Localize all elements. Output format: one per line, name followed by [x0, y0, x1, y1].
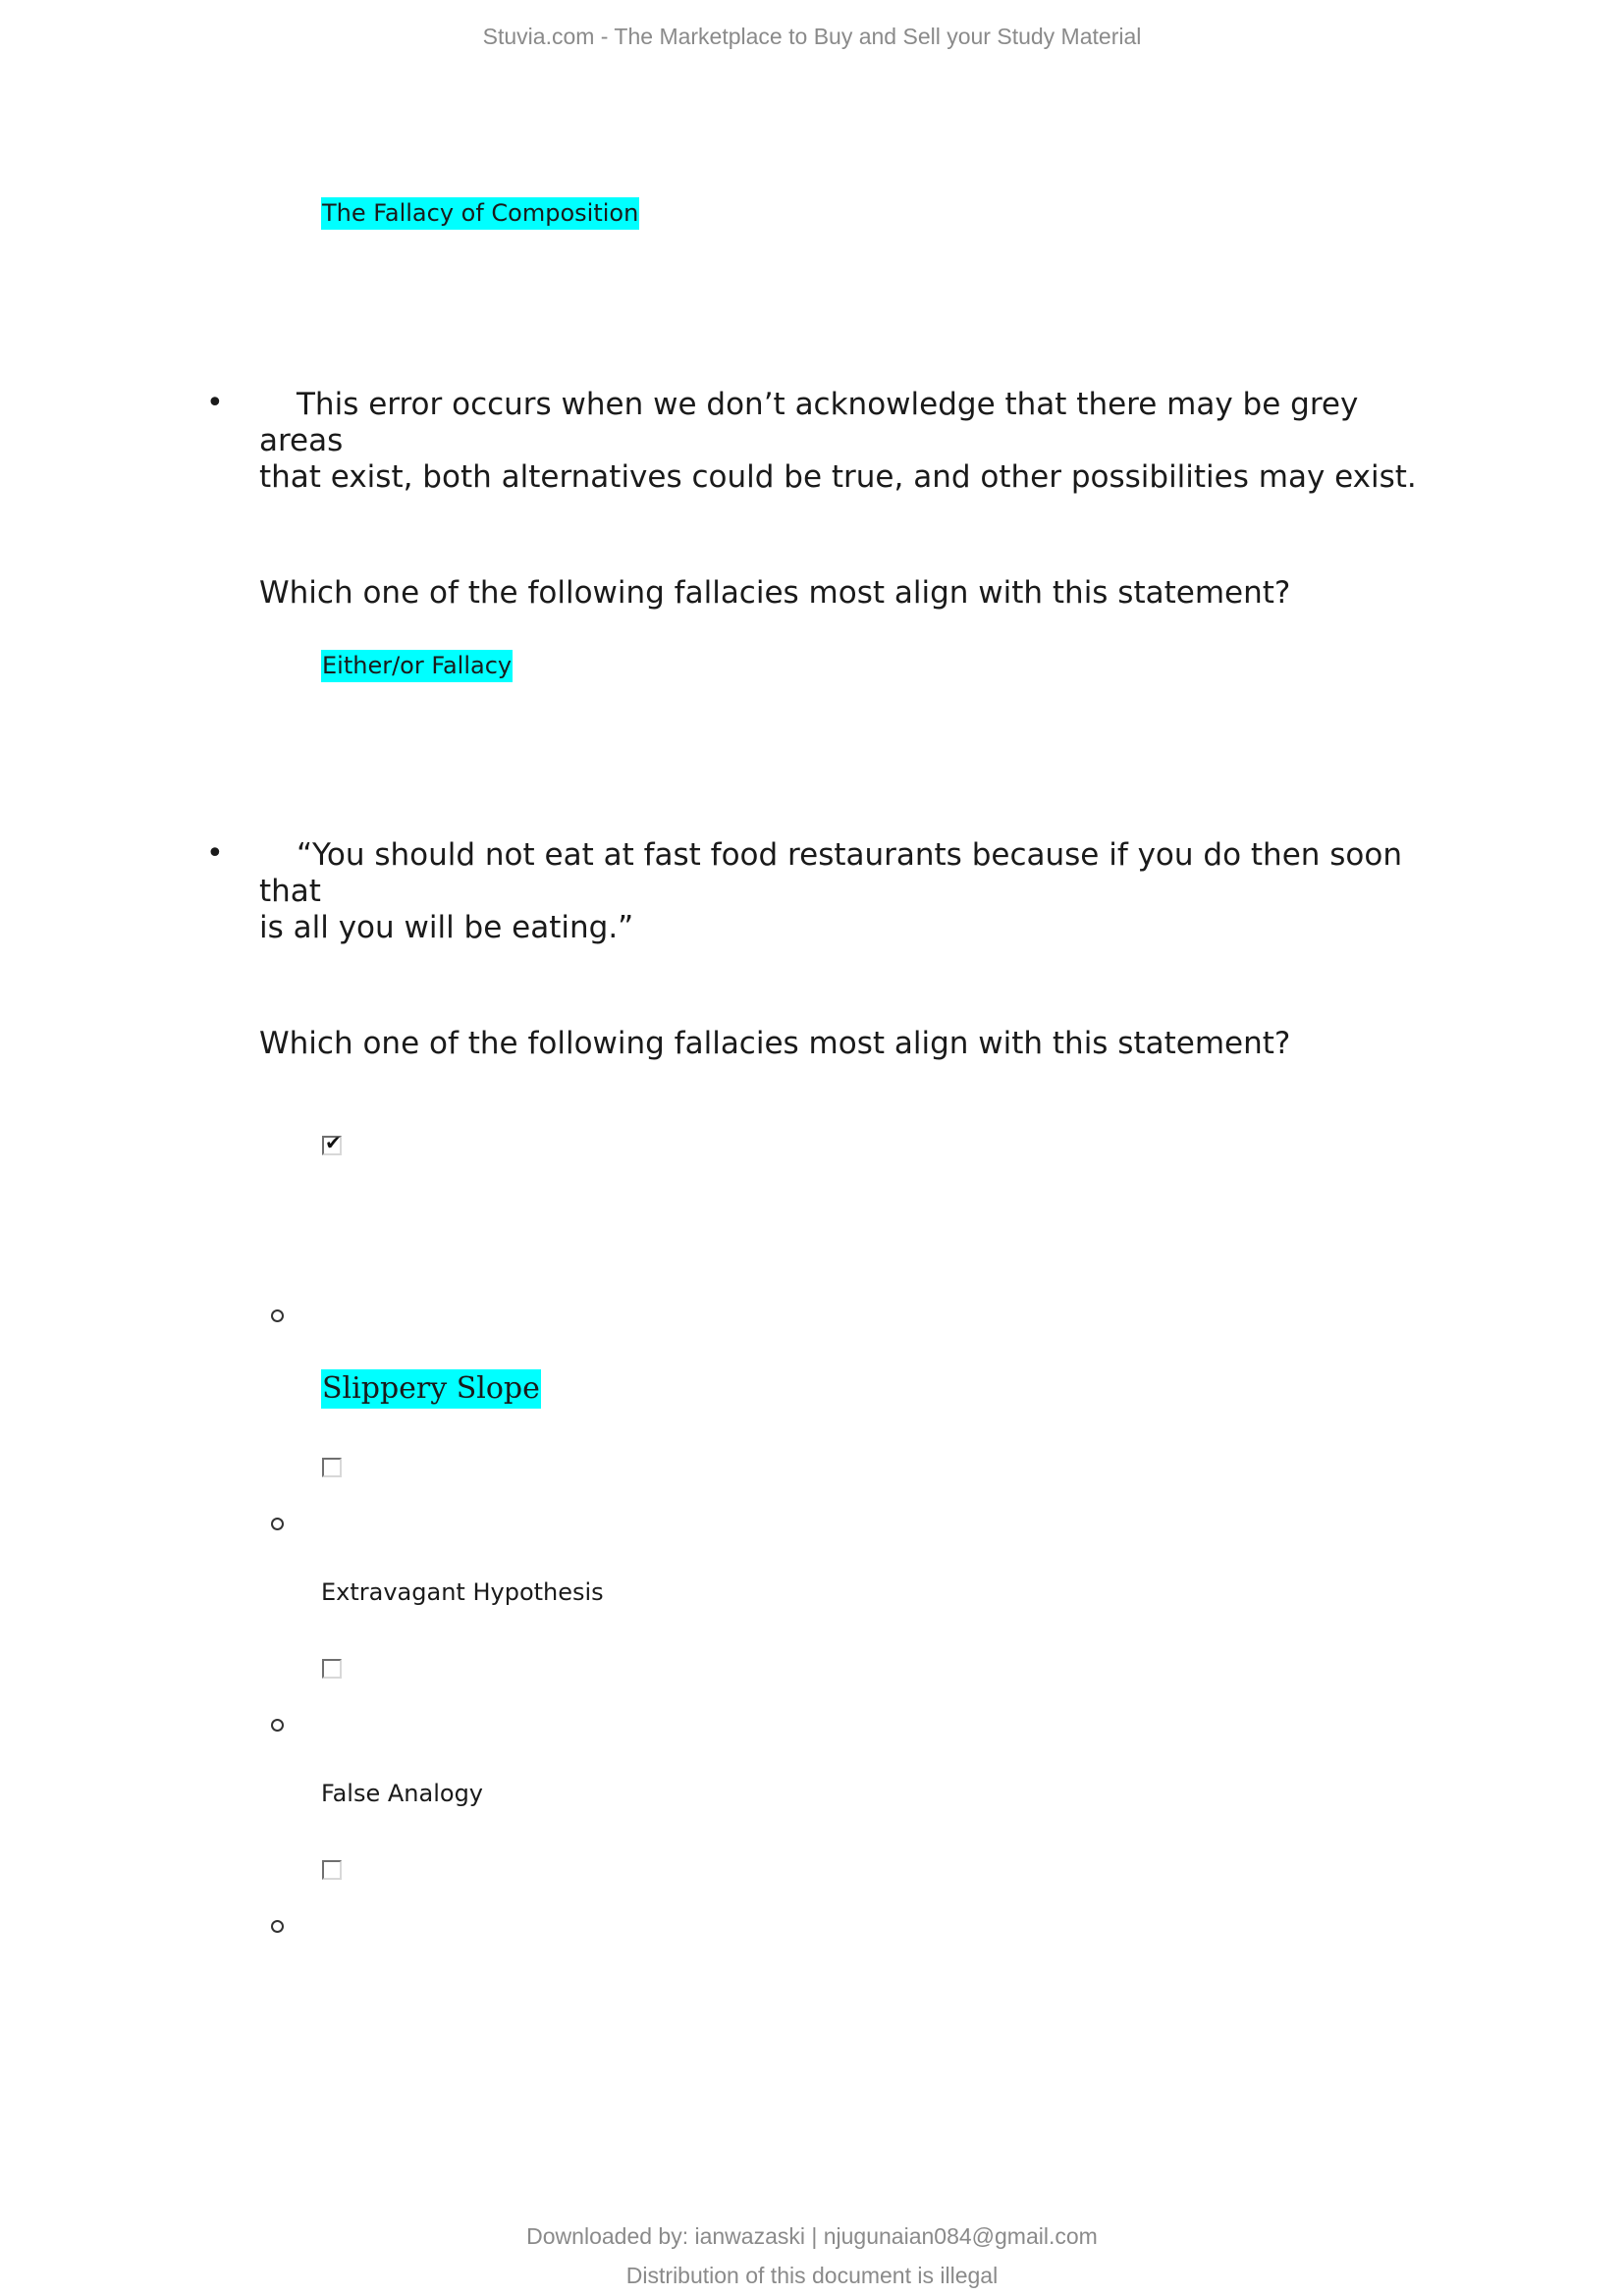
highlighted-answer-composition: The Fallacy of Composition	[321, 197, 639, 230]
option-3-checkbox[interactable]	[322, 1659, 342, 1679]
footer-downloaded-by: Downloaded by: ianwazaski | njugunaian084@gmail.com	[526, 2223, 1098, 2249]
option-3-radio[interactable]	[271, 1719, 284, 1732]
question-2-line-2: is all you will be eating.”	[259, 910, 634, 945]
option-3-label: False Analogy	[321, 1780, 483, 1807]
option-2-radio[interactable]	[271, 1518, 284, 1530]
page-header: Stuvia.com - The Marketplace to Buy and Sell your Study Material	[482, 24, 1142, 49]
question-2-text	[259, 837, 1437, 946]
question-1-line-2: that exist, both alternatives could be true, and other possibilities may exist.	[259, 459, 1417, 495]
option-1-label	[321, 1371, 541, 1406]
question-2-line-1: “You should not eat at fast food restaurants because if you do then soon that	[259, 837, 1403, 909]
question-2-bullet: •	[206, 836, 224, 871]
checkmark-icon: ✔	[325, 1131, 342, 1154]
question-1-prompt: Which one of the following fallacies most align with this statement?	[259, 575, 1291, 611]
option-4-checkbox[interactable]	[322, 1860, 342, 1880]
option-1-checkbox[interactable]	[322, 1131, 342, 1155]
highlighted-answer-slippery-slope: Slippery Slope	[321, 1369, 541, 1409]
option-4-radio[interactable]	[271, 1920, 284, 1933]
option-2-checkbox[interactable]	[322, 1458, 342, 1477]
question-1-answer	[321, 652, 513, 679]
option-2-label: Extravagant Hypothesis	[321, 1578, 604, 1606]
footer-distribution-notice: Distribution of this document is illegal	[625, 2263, 999, 2288]
previous-answer	[321, 199, 639, 227]
highlighted-answer-either-or: Either/or Fallacy	[321, 650, 513, 682]
question-1-line-1: This error occurs when we don’t acknowledge that there may be grey areas	[259, 387, 1359, 458]
option-1-radio[interactable]	[271, 1309, 284, 1322]
question-2-prompt: Which one of the following fallacies most align with this statement?	[259, 1026, 1291, 1061]
question-1-bullet: •	[206, 386, 224, 420]
question-1-text	[259, 387, 1437, 496]
